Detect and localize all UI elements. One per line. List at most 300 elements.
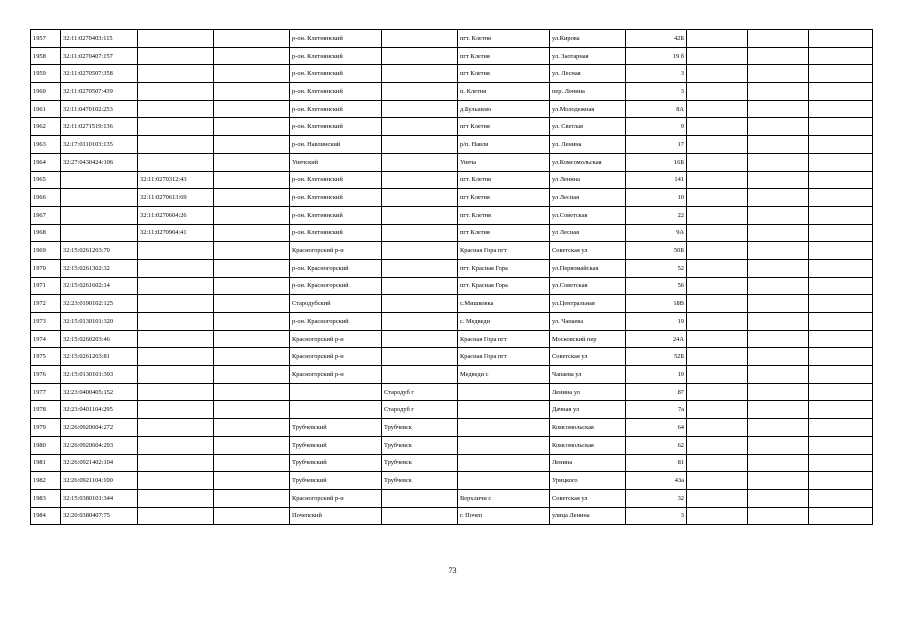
settlement-cell: г. Почеп: [458, 507, 550, 525]
extra-cell-1: [687, 330, 748, 348]
cadastral-number-cell: 32:15:0261203:81: [61, 348, 138, 366]
city-cell: Трубчевск: [382, 472, 458, 490]
district-cell: р-он. Клетнянский: [290, 30, 382, 48]
extra-cell-3: [809, 153, 873, 171]
row-number-cell: 1959: [31, 65, 61, 83]
cadastral-number-alt-cell: [138, 454, 214, 472]
extra-cell-1: [687, 295, 748, 313]
extra-cell-2: [748, 118, 809, 136]
empty-cell: [214, 118, 290, 136]
street-cell: ул. Светлая: [550, 118, 626, 136]
street-cell: ул Лесная: [550, 189, 626, 207]
house-number-cell: 17: [626, 136, 687, 154]
row-number-cell: 1984: [31, 507, 61, 525]
extra-cell-2: [748, 206, 809, 224]
city-cell: [382, 171, 458, 189]
district-cell: Красногорский р-н: [290, 330, 382, 348]
table-row: [31, 30, 873, 48]
row-number-cell: 1981: [31, 454, 61, 472]
city-cell: [382, 65, 458, 83]
cadastral-number-cell: 32:11:0270407:157: [61, 47, 138, 65]
street-cell: ул Лесная: [550, 224, 626, 242]
table-row: [31, 171, 873, 189]
extra-cell-2: [748, 295, 809, 313]
empty-cell: [214, 348, 290, 366]
house-number-cell: 87: [626, 383, 687, 401]
table-row: [31, 206, 873, 224]
extra-cell-2: [748, 259, 809, 277]
district-cell: р-он. Клетнянский: [290, 65, 382, 83]
district-cell: Трубчевский: [290, 454, 382, 472]
row-number-cell: 1968: [31, 224, 61, 242]
row-number-cell: 1973: [31, 313, 61, 331]
cadastral-number-cell: 32:26:0921402:104: [61, 454, 138, 472]
settlement-cell: Красная Гора пгт: [458, 330, 550, 348]
settlement-cell: [458, 419, 550, 437]
row-number-cell: 1970: [31, 259, 61, 277]
table-row: [31, 366, 873, 384]
row-number-cell: 1965: [31, 171, 61, 189]
table-row: [31, 83, 873, 101]
empty-cell: [214, 259, 290, 277]
cadastral-number-alt-cell: [138, 419, 214, 437]
extra-cell-1: [687, 242, 748, 260]
row-number-cell: 1963: [31, 136, 61, 154]
empty-cell: [214, 454, 290, 472]
cadastral-number-alt-cell: [138, 65, 214, 83]
street-cell: ул.Молодежная: [550, 100, 626, 118]
street-cell: ул. Заотарная: [550, 47, 626, 65]
table-row: [31, 189, 873, 207]
city-cell: [382, 83, 458, 101]
extra-cell-1: [687, 206, 748, 224]
district-cell: р-он. Клетнянский: [290, 118, 382, 136]
city-cell: [382, 100, 458, 118]
cadastral-number-alt-cell: [138, 83, 214, 101]
extra-cell-3: [809, 348, 873, 366]
house-number-cell: 141: [626, 171, 687, 189]
settlement-cell: пгт. Клетня: [458, 171, 550, 189]
street-cell: Ленина: [550, 454, 626, 472]
table-row: [31, 313, 873, 331]
extra-cell-3: [809, 489, 873, 507]
extra-cell-2: [748, 65, 809, 83]
district-cell: р-он. Клетнянский: [290, 171, 382, 189]
empty-cell: [214, 206, 290, 224]
row-number-cell: 1979: [31, 419, 61, 437]
extra-cell-2: [748, 171, 809, 189]
street-cell: ул. Чапаева: [550, 313, 626, 331]
table-row: [31, 472, 873, 490]
extra-cell-2: [748, 224, 809, 242]
empty-cell: [214, 30, 290, 48]
extra-cell-3: [809, 401, 873, 419]
extra-cell-2: [748, 277, 809, 295]
cadastral-number-alt-cell: [138, 330, 214, 348]
street-cell: ул.Комсомольская: [550, 153, 626, 171]
row-number-cell: 1964: [31, 153, 61, 171]
cadastral-number-cell: 32:15:0261602:14: [61, 277, 138, 295]
street-cell: ул.Советская: [550, 206, 626, 224]
extra-cell-1: [687, 47, 748, 65]
cadastral-number-cell: 32:26:0920604:293: [61, 436, 138, 454]
cadastral-number-cell: 32:20:0380407:75: [61, 507, 138, 525]
extra-cell-3: [809, 47, 873, 65]
table-row: [31, 489, 873, 507]
house-number-cell: 3: [626, 83, 687, 101]
street-cell: Ленина ул: [550, 383, 626, 401]
cadastral-number-alt-cell: [138, 313, 214, 331]
house-number-cell: 43а: [626, 472, 687, 490]
table-row: [31, 136, 873, 154]
settlement-cell: пгт Клетня: [458, 47, 550, 65]
settlement-cell: пгт. Красная Гора: [458, 277, 550, 295]
house-number-cell: 19 б: [626, 47, 687, 65]
settlement-cell: с. Медведи: [458, 313, 550, 331]
district-cell: р-он. Клетнянский: [290, 100, 382, 118]
settlement-cell: [458, 383, 550, 401]
cadastral-number-cell: [61, 171, 138, 189]
settlement-cell: Красная Гора пгт: [458, 242, 550, 260]
city-cell: Трубчевск: [382, 454, 458, 472]
extra-cell-1: [687, 454, 748, 472]
extra-cell-2: [748, 401, 809, 419]
extra-cell-1: [687, 348, 748, 366]
extra-cell-3: [809, 83, 873, 101]
house-number-cell: 64: [626, 419, 687, 437]
cadastral-number-cell: 32:15:0130101:320: [61, 313, 138, 331]
table-row: [31, 295, 873, 313]
extra-cell-2: [748, 47, 809, 65]
cadastral-number-alt-cell: [138, 401, 214, 419]
cadastral-number-cell: 32:17:0110103:135: [61, 136, 138, 154]
district-cell: [290, 383, 382, 401]
table-row: [31, 224, 873, 242]
cadastral-number-alt-cell: [138, 136, 214, 154]
document-table: [30, 29, 873, 525]
house-number-cell: 19: [626, 366, 687, 384]
house-number-cell: 52Б: [626, 348, 687, 366]
extra-cell-1: [687, 224, 748, 242]
extra-cell-3: [809, 118, 873, 136]
cadastral-number-alt-cell: [138, 30, 214, 48]
cadastral-number-alt-cell: [138, 366, 214, 384]
extra-cell-3: [809, 136, 873, 154]
empty-cell: [214, 489, 290, 507]
extra-cell-1: [687, 313, 748, 331]
extra-cell-3: [809, 189, 873, 207]
house-number-cell: 50Б: [626, 242, 687, 260]
extra-cell-3: [809, 171, 873, 189]
settlement-cell: пгт Клетня: [458, 65, 550, 83]
street-cell: ул. Лесная: [550, 65, 626, 83]
cadastral-number-alt-cell: [138, 489, 214, 507]
empty-cell: [214, 419, 290, 437]
house-number-cell: 22: [626, 206, 687, 224]
row-number-cell: 1967: [31, 206, 61, 224]
district-cell: [290, 401, 382, 419]
cadastral-number-cell: 32:23:0400405:152: [61, 383, 138, 401]
extra-cell-3: [809, 242, 873, 260]
extra-cell-3: [809, 224, 873, 242]
city-cell: [382, 277, 458, 295]
cadastral-number-cell: [61, 224, 138, 242]
cadastral-number-cell: 32:11:0470102:253: [61, 100, 138, 118]
settlement-cell: д.Бульшево: [458, 100, 550, 118]
cadastral-number-cell: 32:11:0271519:136: [61, 118, 138, 136]
page-number: 73: [448, 566, 457, 575]
table-row: [31, 401, 873, 419]
settlement-cell: пгт. Красная Гора: [458, 259, 550, 277]
district-cell: р-он. Клетнянский: [290, 189, 382, 207]
settlement-cell: Унеча: [458, 153, 550, 171]
city-cell: [382, 259, 458, 277]
row-number-cell: 1977: [31, 383, 61, 401]
table-row: [31, 65, 873, 83]
row-number-cell: 1962: [31, 118, 61, 136]
extra-cell-2: [748, 189, 809, 207]
cadastral-number-alt-cell: [138, 277, 214, 295]
street-cell: Комсомольская: [550, 436, 626, 454]
settlement-cell: пгт Клетня: [458, 118, 550, 136]
extra-cell-1: [687, 489, 748, 507]
house-number-cell: 9: [626, 118, 687, 136]
cadastral-number-cell: 32:27:0430424:106: [61, 153, 138, 171]
empty-cell: [214, 383, 290, 401]
district-cell: р-он. Навлинский: [290, 136, 382, 154]
city-cell: [382, 118, 458, 136]
empty-cell: [214, 472, 290, 490]
settlement-cell: [458, 472, 550, 490]
extra-cell-1: [687, 366, 748, 384]
extra-cell-3: [809, 100, 873, 118]
extra-cell-2: [748, 242, 809, 260]
row-number-cell: 1978: [31, 401, 61, 419]
table-row: [31, 259, 873, 277]
settlement-cell: Красная Гора пгт: [458, 348, 550, 366]
settlement-cell: Верхличи с: [458, 489, 550, 507]
street-cell: ул.Кирова: [550, 30, 626, 48]
cadastral-number-alt-cell: [138, 47, 214, 65]
street-cell: ул.Первомайская: [550, 259, 626, 277]
district-cell: р-он. Красногорский: [290, 277, 382, 295]
street-cell: ул Ленина: [550, 171, 626, 189]
house-number-cell: 3: [626, 65, 687, 83]
cadastral-number-alt-cell: [138, 100, 214, 118]
empty-cell: [214, 153, 290, 171]
extra-cell-2: [748, 507, 809, 525]
settlement-cell: Медведи с: [458, 366, 550, 384]
district-cell: Красногорский р-н: [290, 242, 382, 260]
row-number-cell: 1975: [31, 348, 61, 366]
city-cell: Стародуб г: [382, 401, 458, 419]
house-number-cell: 32: [626, 489, 687, 507]
row-number-cell: 1974: [31, 330, 61, 348]
cadastral-number-alt-cell: [138, 153, 214, 171]
house-number-cell: 42Б: [626, 30, 687, 48]
extra-cell-1: [687, 383, 748, 401]
extra-cell-1: [687, 401, 748, 419]
table-row: [31, 100, 873, 118]
extra-cell-1: [687, 436, 748, 454]
cadastral-number-cell: 32:26:0920604:272: [61, 419, 138, 437]
house-number-cell: 9А: [626, 224, 687, 242]
district-cell: р-он. Красногорский: [290, 259, 382, 277]
settlement-cell: пгт. Клетня: [458, 206, 550, 224]
cadastral-number-cell: 32:15:0261302:32: [61, 259, 138, 277]
district-cell: Трубчевский: [290, 472, 382, 490]
extra-cell-3: [809, 259, 873, 277]
cadastral-number-cell: 32:23:0401104:295: [61, 401, 138, 419]
table-row: [31, 242, 873, 260]
settlement-cell: с.Мишковка: [458, 295, 550, 313]
extra-cell-3: [809, 277, 873, 295]
city-cell: [382, 242, 458, 260]
extra-cell-2: [748, 313, 809, 331]
extra-cell-3: [809, 436, 873, 454]
extra-cell-3: [809, 30, 873, 48]
settlement-cell: [458, 454, 550, 472]
row-number-cell: 1957: [31, 30, 61, 48]
city-cell: [382, 507, 458, 525]
empty-cell: [214, 224, 290, 242]
street-cell: Советская ул: [550, 348, 626, 366]
city-cell: [382, 224, 458, 242]
table-body: [31, 30, 873, 525]
extra-cell-3: [809, 330, 873, 348]
street-cell: улица Ленина: [550, 507, 626, 525]
street-cell: ул.Центральная: [550, 295, 626, 313]
row-number-cell: 1958: [31, 47, 61, 65]
extra-cell-1: [687, 153, 748, 171]
extra-cell-2: [748, 472, 809, 490]
street-cell: Советская ул: [550, 489, 626, 507]
street-cell: Комсомольская: [550, 419, 626, 437]
extra-cell-1: [687, 118, 748, 136]
row-number-cell: 1969: [31, 242, 61, 260]
city-cell: [382, 189, 458, 207]
city-cell: [382, 489, 458, 507]
district-cell: Стародубский: [290, 295, 382, 313]
house-number-cell: 3: [626, 507, 687, 525]
extra-cell-2: [748, 30, 809, 48]
cadastral-number-alt-cell: 32:11:0270312:43: [138, 171, 214, 189]
district-cell: р-он. Клетнянский: [290, 47, 382, 65]
extra-cell-1: [687, 259, 748, 277]
cadastral-number-cell: 32:15:0260203:46: [61, 330, 138, 348]
extra-cell-1: [687, 277, 748, 295]
extra-cell-1: [687, 419, 748, 437]
table-row: [31, 330, 873, 348]
extra-cell-2: [748, 383, 809, 401]
extra-cell-3: [809, 65, 873, 83]
city-cell: Трубчевск: [382, 419, 458, 437]
district-cell: Красногорский р-н: [290, 348, 382, 366]
extra-cell-1: [687, 171, 748, 189]
extra-cell-3: [809, 454, 873, 472]
cadastral-number-cell: 32:26:0921104:100: [61, 472, 138, 490]
extra-cell-1: [687, 100, 748, 118]
extra-cell-3: [809, 313, 873, 331]
cadastral-number-alt-cell: [138, 259, 214, 277]
cadastral-number-cell: 32:15:0130101:393: [61, 366, 138, 384]
row-number-cell: 1966: [31, 189, 61, 207]
table-row: [31, 47, 873, 65]
cadastral-number-alt-cell: 32:11:0270904:41: [138, 224, 214, 242]
district-cell: р-он. Красногорский: [290, 313, 382, 331]
house-number-cell: 8А: [626, 100, 687, 118]
extra-cell-2: [748, 83, 809, 101]
extra-cell-1: [687, 136, 748, 154]
row-number-cell: 1971: [31, 277, 61, 295]
extra-cell-2: [748, 436, 809, 454]
cadastral-number-cell: 32:15:0261203:70: [61, 242, 138, 260]
street-cell: Урицкого: [550, 472, 626, 490]
settlement-cell: [458, 436, 550, 454]
cadastral-number-alt-cell: [138, 383, 214, 401]
empty-cell: [214, 295, 290, 313]
empty-cell: [214, 507, 290, 525]
cadastral-number-cell: [61, 206, 138, 224]
row-number-cell: 1960: [31, 83, 61, 101]
district-cell: Почепский: [290, 507, 382, 525]
street-cell: Чапаева ул: [550, 366, 626, 384]
empty-cell: [214, 171, 290, 189]
district-cell: Трубчевский: [290, 436, 382, 454]
house-number-cell: 24А: [626, 330, 687, 348]
city-cell: [382, 295, 458, 313]
house-number-cell: 18В: [626, 295, 687, 313]
cadastral-number-alt-cell: [138, 295, 214, 313]
street-cell: ул. Ленина: [550, 136, 626, 154]
empty-cell: [214, 189, 290, 207]
city-cell: [382, 366, 458, 384]
empty-cell: [214, 47, 290, 65]
settlement-cell: пгт. Клетня: [458, 30, 550, 48]
city-cell: [382, 136, 458, 154]
district-cell: р-он. Клетнянский: [290, 206, 382, 224]
empty-cell: [214, 330, 290, 348]
extra-cell-1: [687, 30, 748, 48]
empty-cell: [214, 366, 290, 384]
row-number-cell: 1976: [31, 366, 61, 384]
extra-cell-3: [809, 419, 873, 437]
extra-cell-1: [687, 83, 748, 101]
extra-cell-2: [748, 489, 809, 507]
street-cell: Дачная ул: [550, 401, 626, 419]
extra-cell-3: [809, 206, 873, 224]
empty-cell: [214, 401, 290, 419]
district-cell: р-он. Клетнянский: [290, 83, 382, 101]
table-row: [31, 153, 873, 171]
table-row: [31, 383, 873, 401]
cadastral-number-cell: 32:11:0270507:439: [61, 83, 138, 101]
extra-cell-3: [809, 472, 873, 490]
house-number-cell: 10: [626, 189, 687, 207]
house-number-cell: 56: [626, 277, 687, 295]
extra-cell-2: [748, 419, 809, 437]
extra-cell-2: [748, 136, 809, 154]
table-row: [31, 507, 873, 525]
extra-cell-3: [809, 383, 873, 401]
table-row: [31, 419, 873, 437]
empty-cell: [214, 136, 290, 154]
settlement-cell: пгт Клетня: [458, 224, 550, 242]
cadastral-number-alt-cell: [138, 436, 214, 454]
row-number-cell: 1972: [31, 295, 61, 313]
extra-cell-3: [809, 507, 873, 525]
empty-cell: [214, 242, 290, 260]
